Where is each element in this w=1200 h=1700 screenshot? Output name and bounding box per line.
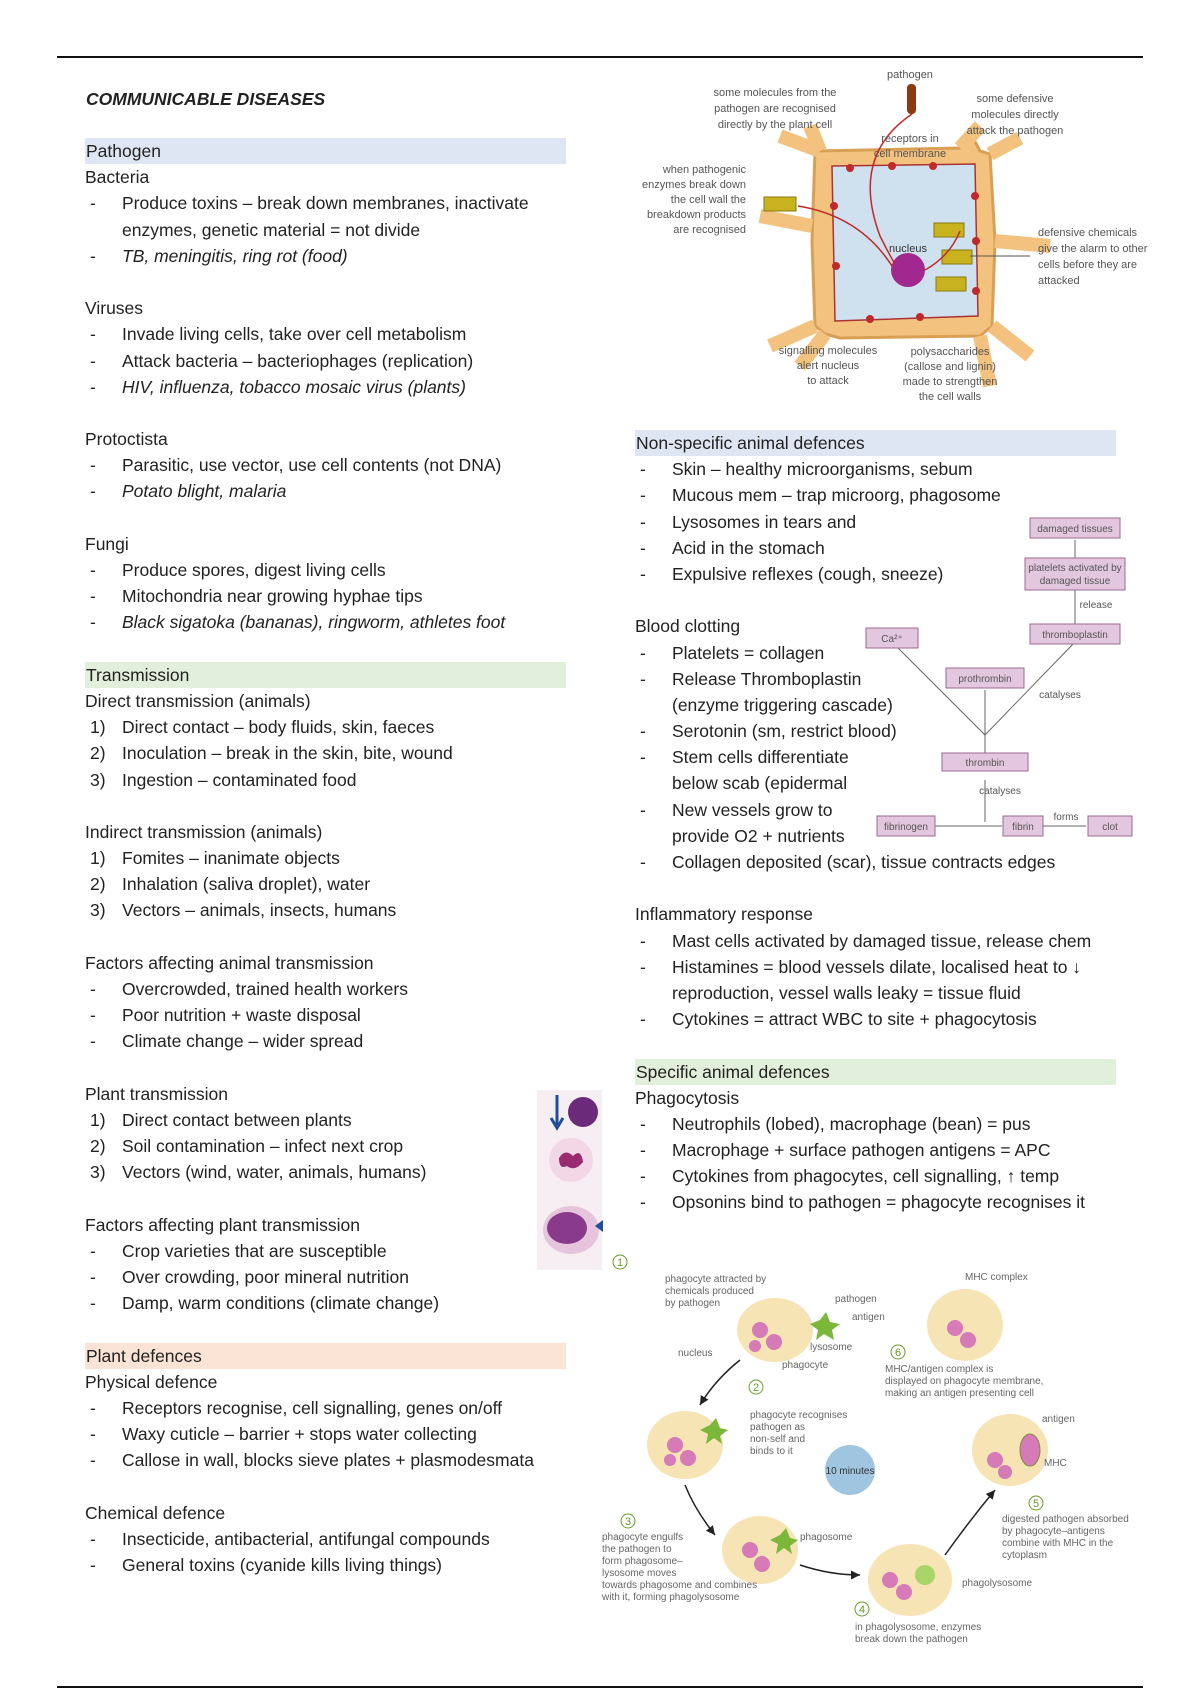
bullet-marker: - bbox=[640, 1140, 646, 1161]
bullet-marker: - bbox=[90, 1450, 96, 1471]
chem-line-1: defensive chemicals bbox=[1038, 227, 1138, 239]
step1-line-3: by pathogen bbox=[665, 1298, 721, 1309]
bullet-text: Fomites – inanimate objects bbox=[122, 848, 340, 869]
bullet-text: Mitochondria near growing hyphae tips bbox=[122, 586, 423, 607]
bullet-text: Direct contact between plants bbox=[122, 1109, 352, 1130]
spacer bbox=[85, 505, 565, 531]
bullet-marker: - bbox=[90, 1031, 96, 1052]
bullet-continuation bbox=[85, 217, 565, 243]
bullet-text: Parasitic, use vector, use cell contents (not DNA) bbox=[122, 455, 502, 476]
nucleus-tag: nucleus bbox=[678, 1348, 713, 1359]
platelets-line-1: platelets activated by bbox=[1028, 563, 1122, 574]
step-5-num: 5 bbox=[1032, 1498, 1040, 1510]
spacer bbox=[85, 924, 565, 950]
step4-line-2: break down the pathogen bbox=[855, 1634, 968, 1645]
mhc-shape bbox=[1020, 1434, 1040, 1466]
bullet-text: Soil contamination – infect next crop bbox=[122, 1136, 404, 1157]
bullet-text: Produce toxins – break down membranes, inactivate bbox=[122, 193, 529, 214]
step-6-num: 6 bbox=[894, 1347, 902, 1359]
left-column bbox=[85, 138, 565, 1578]
bullet-text: Attack bacteria – bacteriophages (replication) bbox=[122, 350, 474, 371]
step5-line-3: combine with MHC in the bbox=[1002, 1538, 1114, 1549]
chem-line-4: attacked bbox=[1038, 275, 1080, 287]
bullet-marker: - bbox=[90, 979, 96, 999]
phagocytosis-diagram bbox=[602, 1250, 1170, 1650]
bullet-item bbox=[85, 348, 565, 374]
bullet-marker: - bbox=[90, 193, 96, 214]
bullet-marker: 1) bbox=[90, 1109, 106, 1130]
bullet-item bbox=[85, 976, 565, 1002]
subheading: Phagocytosis bbox=[635, 1087, 740, 1108]
step3-line-4: lysosome moves bbox=[602, 1568, 677, 1579]
bullet-text: New vessels grow to bbox=[672, 799, 833, 820]
bullet-marker: - bbox=[640, 642, 646, 663]
damaged-tissues: damaged tissues bbox=[1037, 524, 1113, 535]
bullet-marker: - bbox=[90, 1398, 96, 1418]
bullet-marker: - bbox=[640, 668, 646, 689]
bullet-text: enzymes, genetic material = not divide bbox=[122, 219, 421, 240]
signalling-line-3: to attack bbox=[807, 375, 849, 387]
bullet-item bbox=[85, 714, 565, 740]
bullet-text: Neutrophils (lobed), macrophage (bean) = pus bbox=[672, 1113, 1031, 1134]
bullet-text: Expulsive reflexes (cough, sneeze) bbox=[672, 563, 944, 584]
bullet-item bbox=[635, 482, 1115, 508]
bullet-text: Macrophage + surface pathogen antigens = APC bbox=[672, 1140, 1051, 1161]
spacer bbox=[85, 1474, 565, 1500]
bullet-marker: - bbox=[90, 324, 96, 345]
bullet-marker: - bbox=[640, 1009, 646, 1030]
bullet-text: Poor nutrition + waste disposal bbox=[122, 1005, 361, 1026]
step5-line-2: by phagocyte–antigens bbox=[1002, 1526, 1105, 1537]
bullet-marker: 3) bbox=[90, 1162, 106, 1183]
bullet-item bbox=[85, 740, 565, 766]
enzymes-line-3: the cell wall the bbox=[670, 194, 746, 206]
spacer bbox=[635, 875, 1115, 901]
bullet-marker: 2) bbox=[90, 1136, 106, 1157]
poly-line-3: made to strengthen bbox=[902, 376, 998, 388]
catalyses-label-1: catalyses bbox=[1039, 690, 1081, 701]
step-4-num: 4 bbox=[858, 1604, 866, 1616]
signalling-line-1: signalling molecules bbox=[778, 345, 878, 357]
bullet-marker: - bbox=[640, 799, 646, 820]
bullet-text: Ingestion – contaminated food bbox=[122, 769, 357, 790]
antigen2-tag: antigen bbox=[1042, 1414, 1075, 1425]
bullet-marker: - bbox=[90, 245, 96, 266]
bullet-marker: - bbox=[640, 511, 646, 532]
bullet-text: Waxy cuticle – barrier + stops water collecting bbox=[122, 1424, 477, 1445]
bullet-item bbox=[635, 928, 1115, 954]
chem-line-3: cells before they are bbox=[1038, 259, 1138, 271]
enzymes-line-2: enzymes break down bbox=[642, 179, 746, 191]
step-1-num: 1 bbox=[616, 1257, 624, 1269]
bullet-marker: 1) bbox=[90, 848, 106, 869]
bullet-text: Mast cells activated by damaged tissue, release chem bbox=[672, 930, 1092, 951]
bullet-item bbox=[85, 871, 565, 897]
bullet-marker: 3) bbox=[90, 900, 106, 921]
bullet-text: reproduction, vessel walls leaky = tissue fluid bbox=[672, 982, 1021, 1003]
lysosome-tag: lysosome bbox=[810, 1342, 853, 1353]
bullet-item bbox=[85, 557, 565, 583]
step4-line-1: in phagolysosome, enzymes bbox=[855, 1622, 982, 1633]
prothrombin-box: prothrombin bbox=[958, 674, 1012, 685]
bullet-item bbox=[85, 1028, 565, 1054]
bullet-item bbox=[85, 583, 565, 609]
bullet-marker: 3) bbox=[90, 769, 106, 790]
bullet-marker: - bbox=[90, 1267, 96, 1288]
bullet-item bbox=[85, 1552, 565, 1578]
bullet-item bbox=[85, 1159, 565, 1185]
step-3-num: 3 bbox=[624, 1516, 632, 1528]
bullet-text: Cytokines = attract WBC to site + phagocytosis bbox=[672, 1009, 1037, 1030]
bullet-item bbox=[85, 452, 565, 478]
section-heading: Specific animal defences bbox=[635, 1059, 1116, 1085]
bullet-marker: - bbox=[90, 481, 96, 502]
bullet-text: Crop varieties that are susceptible bbox=[122, 1240, 387, 1261]
calcium-box: Ca²⁺ bbox=[881, 634, 903, 645]
phagosome-tag: phagosome bbox=[800, 1532, 853, 1543]
bullet-text: provide O2 + nutrients bbox=[672, 825, 845, 846]
bullet-text: Damp, warm conditions (climate change) bbox=[122, 1293, 440, 1314]
thromboplastin-box: thromboplastin bbox=[1042, 630, 1108, 641]
bullet-item bbox=[635, 1111, 1115, 1137]
time-label: 10 minutes bbox=[825, 1466, 875, 1477]
bullet-item bbox=[85, 1421, 565, 1447]
defensive-line-3: attack the pathogen bbox=[966, 125, 1064, 137]
subheading: Indirect transmission (animals) bbox=[85, 821, 323, 842]
bullet-marker: 1) bbox=[90, 717, 106, 738]
chem-line-2: give the alarm to other bbox=[1038, 243, 1148, 255]
spacer bbox=[85, 1316, 565, 1342]
forms-label: forms bbox=[1053, 812, 1079, 823]
enzymes-line-1: when pathogenic bbox=[662, 164, 746, 176]
subheading: Direct transmission (animals) bbox=[85, 690, 311, 711]
subheading: Blood clotting bbox=[635, 616, 741, 637]
bullet-marker: - bbox=[640, 852, 646, 872]
bullet-marker: - bbox=[90, 612, 96, 633]
bullet-item bbox=[85, 1238, 565, 1264]
bullet-marker: - bbox=[90, 1424, 96, 1445]
subheading: Bacteria bbox=[85, 167, 150, 188]
mhc-complex-tag: MHC complex bbox=[965, 1272, 1028, 1283]
defensive-chemical-3 bbox=[936, 277, 966, 291]
bullet-item bbox=[85, 1107, 565, 1133]
bullet-text: Climate change – wider spread bbox=[122, 1031, 364, 1052]
bullet-marker: - bbox=[90, 350, 96, 371]
bullet-marker: - bbox=[640, 956, 646, 977]
bullet-marker: - bbox=[640, 1192, 646, 1213]
step6-line-3: making an antigen presenting cell bbox=[885, 1388, 1034, 1399]
poly-line-4: the cell walls bbox=[918, 391, 982, 403]
section-heading: Plant defences bbox=[85, 1343, 566, 1369]
bullet-text: Receptors recognise, cell signalling, genes on/off bbox=[122, 1398, 503, 1418]
spacer bbox=[635, 1032, 1115, 1058]
bullet-text: Black sigatoka (bananas), ringworm, athletes foot bbox=[122, 612, 506, 633]
bullet-marker: - bbox=[90, 560, 96, 580]
defensive-chemical-1 bbox=[934, 223, 964, 237]
bullet-text: Produce spores, digest living cells bbox=[122, 560, 386, 580]
bullet-marker: - bbox=[640, 747, 646, 768]
step2-line-1: phagocyte recognises bbox=[750, 1410, 848, 1421]
bullet-text: Vectors (wind, water, animals, humans) bbox=[122, 1162, 427, 1183]
section-heading: Non-specific animal defences bbox=[635, 430, 1116, 456]
bullet-marker: - bbox=[640, 485, 646, 506]
bullet-text: Direct contact – body fluids, skin, faeces bbox=[122, 717, 435, 738]
lymphocyte bbox=[568, 1097, 598, 1127]
recognised-line-3: directly by the plant cell bbox=[717, 119, 833, 131]
fibrin-box: fibrin bbox=[1012, 822, 1034, 833]
subheading: Plant transmission bbox=[85, 1083, 228, 1104]
fibrinogen-box: fibrinogen bbox=[884, 822, 928, 833]
spacer bbox=[85, 793, 565, 819]
nucleus-shape bbox=[891, 253, 925, 287]
nucleus-label: nucleus bbox=[889, 243, 927, 255]
step1-line-2: chemicals produced bbox=[665, 1286, 754, 1297]
breakdown-product bbox=[764, 197, 796, 211]
bullet-item bbox=[85, 190, 565, 216]
defensive-line-1: some defensive bbox=[976, 93, 1054, 105]
bullet-marker: - bbox=[640, 721, 646, 742]
bullet-marker: - bbox=[90, 1240, 96, 1261]
pathogen-tag: pathogen bbox=[835, 1294, 877, 1305]
bullet-marker: - bbox=[640, 459, 646, 480]
step3-line-5: towards phagosome and combines bbox=[602, 1580, 758, 1591]
bullet-text: General toxins (cyanide kills living things) bbox=[122, 1555, 442, 1576]
bullet-item bbox=[85, 1290, 565, 1316]
bullet-marker: - bbox=[640, 1113, 646, 1134]
catalyses-label-2: catalyses bbox=[979, 786, 1021, 797]
bullet-item bbox=[635, 456, 1115, 482]
bullet-text: Insecticide, antibacterial, antifungal compounds bbox=[122, 1528, 490, 1549]
spacer bbox=[85, 400, 565, 426]
bullet-text: HIV, influenza, tobacco mosaic virus (plants) bbox=[122, 376, 466, 397]
bullet-text: Over crowding, poor mineral nutrition bbox=[122, 1267, 409, 1288]
bullet-item bbox=[85, 1447, 565, 1473]
bullet-item bbox=[85, 321, 565, 347]
clot-box: clot bbox=[1102, 822, 1118, 833]
bullet-text: TB, meningitis, ring rot (food) bbox=[122, 245, 348, 266]
bullet-text: Cytokines from phagocytes, cell signalling, ↑ temp bbox=[672, 1166, 1060, 1187]
spacer bbox=[85, 1055, 565, 1081]
bullet-text: Lysosomes in tears and bbox=[672, 511, 857, 532]
pathogen-shape bbox=[907, 84, 916, 114]
bullet-text: Inoculation – break in the skin, bite, wound bbox=[122, 743, 453, 764]
bullet-item bbox=[85, 1264, 565, 1290]
bullet-item bbox=[635, 1189, 1115, 1215]
macrophage-nucleus bbox=[547, 1212, 587, 1244]
bullet-text: Callose in wall, blocks sieve plates + plasmodesmata bbox=[122, 1450, 534, 1471]
bullet-marker: - bbox=[640, 563, 646, 584]
page-title: COMMUNICABLE DISEASES bbox=[86, 89, 326, 109]
bullet-marker: - bbox=[90, 1293, 96, 1314]
poly-line-1: polysaccharides bbox=[910, 346, 990, 358]
phagolysosome-tag: phagolysosome bbox=[962, 1578, 1033, 1589]
bullet-item bbox=[85, 609, 565, 635]
bullet-text: (enzyme triggering cascade) bbox=[672, 694, 893, 715]
step3-line-2: the pathogen to bbox=[602, 1544, 672, 1555]
bullet-item bbox=[85, 1526, 565, 1552]
bullet-marker: - bbox=[640, 537, 646, 558]
plant-defence-diagram bbox=[620, 66, 1180, 416]
bullet-item bbox=[635, 954, 1115, 980]
bullet-text: Serotonin (sm, restrict blood) bbox=[672, 721, 897, 742]
step2-line-2: pathogen as bbox=[750, 1422, 806, 1433]
bullet-text: Mucous mem – trap microorg, phagosome bbox=[672, 485, 1001, 506]
bullet-marker: - bbox=[640, 930, 646, 951]
defensive-line-2: molecules directly bbox=[971, 109, 1059, 121]
spacer bbox=[85, 636, 565, 662]
bullet-item bbox=[635, 1163, 1115, 1189]
phagocyte-tag: phagocyte bbox=[782, 1360, 829, 1371]
bullet-text: Overcrowded, trained health workers bbox=[122, 979, 408, 999]
clotting-diagram bbox=[860, 510, 1150, 850]
bullet-item bbox=[635, 1137, 1115, 1163]
signalling-line-2: alert nucleus bbox=[796, 360, 860, 372]
bullet-marker: - bbox=[90, 1555, 96, 1576]
section-heading: Transmission bbox=[85, 662, 566, 688]
bullet-item bbox=[85, 1002, 565, 1028]
bullet-text: Invade living cells, take over cell metabolism bbox=[122, 324, 467, 345]
bullet-text: Collagen deposited (scar), tissue contracts edges bbox=[672, 852, 1056, 872]
bullet-marker: 2) bbox=[90, 743, 106, 764]
subheading: Fungi bbox=[85, 533, 129, 554]
step-2-num: 2 bbox=[752, 1382, 760, 1394]
bullet-item bbox=[85, 374, 565, 400]
top-rule bbox=[57, 56, 1143, 58]
bullet-item bbox=[85, 243, 565, 269]
antigen-tag: antigen bbox=[852, 1312, 885, 1323]
subheading: Viruses bbox=[85, 298, 144, 319]
step3-line-1: phagocyte engulfs bbox=[602, 1532, 684, 1543]
enzymes-line-4: breakdown products bbox=[646, 209, 746, 221]
subheading: Factors affecting plant transmission bbox=[85, 1214, 360, 1235]
thrombin-box: thrombin bbox=[965, 758, 1005, 769]
bullet-item bbox=[635, 849, 1115, 875]
step1-line-1: phagocyte attracted by bbox=[665, 1274, 767, 1285]
mhc-tag: MHC bbox=[1044, 1458, 1067, 1469]
bullet-item bbox=[85, 767, 565, 793]
bullet-text: Skin – healthy microorganisms, sebum bbox=[672, 459, 973, 480]
spacer bbox=[85, 1186, 565, 1212]
step3-line-6: with it, forming phagolysosome bbox=[602, 1592, 740, 1603]
step5-line-4: cytoplasm bbox=[1002, 1550, 1048, 1561]
step6-line-2: displayed on phagocyte membrane, bbox=[885, 1376, 1044, 1387]
bullet-item bbox=[85, 845, 565, 871]
release-label: release bbox=[1079, 600, 1113, 611]
section-heading: Pathogen bbox=[85, 138, 566, 164]
bullet-marker: - bbox=[90, 586, 96, 607]
receptors-line-1: receptors in bbox=[881, 133, 939, 145]
bullet-text: Inhalation (saliva droplet), water bbox=[122, 874, 371, 895]
bullet-item bbox=[635, 1006, 1115, 1032]
recognised-line-2: pathogen are recognised bbox=[714, 103, 836, 115]
spacer bbox=[85, 269, 565, 295]
bullet-text: Acid in the stomach bbox=[672, 537, 825, 558]
bullet-marker: - bbox=[90, 376, 96, 397]
bullet-text: below scab (epidermal bbox=[672, 773, 848, 794]
step6-line-1: MHC/antigen complex is bbox=[885, 1364, 994, 1375]
step2-line-3: non-self and bbox=[750, 1434, 806, 1445]
enzymes-line-5: are recognised bbox=[673, 224, 746, 236]
subheading: Physical defence bbox=[85, 1371, 218, 1392]
bullet-continuation bbox=[635, 980, 1115, 1006]
bullet-text: Release Thromboplastin bbox=[672, 668, 862, 689]
bullet-marker: - bbox=[90, 1528, 96, 1549]
subheading: Factors affecting animal transmission bbox=[85, 952, 374, 973]
bullet-marker: - bbox=[90, 455, 96, 476]
bullet-item bbox=[85, 1395, 565, 1421]
bullet-marker: 2) bbox=[90, 874, 106, 895]
bottom-rule bbox=[57, 1686, 1143, 1688]
bullet-text: Potato blight, malaria bbox=[122, 481, 287, 502]
step3-line-3: form phagosome– bbox=[602, 1556, 683, 1567]
pathogen-label: pathogen bbox=[887, 69, 933, 81]
bullet-text: Stem cells differentiate bbox=[672, 747, 849, 768]
subheading: Protoctista bbox=[85, 429, 168, 450]
bullet-text: Platelets = collagen bbox=[672, 642, 825, 663]
bullet-item bbox=[85, 897, 565, 923]
bullet-text: Vectors – animals, insects, humans bbox=[122, 900, 397, 921]
bullet-marker: - bbox=[90, 1005, 96, 1026]
bullet-text: Opsonins bind to pathogen = phagocyte recognises it bbox=[672, 1192, 1085, 1213]
bullet-item bbox=[85, 1133, 565, 1159]
bullet-marker: - bbox=[640, 1166, 646, 1187]
platelets-line-2: damaged tissue bbox=[1039, 576, 1111, 587]
step5-line-1: digested pathogen absorbed bbox=[1002, 1514, 1129, 1525]
receptors-line-2: cell membrane bbox=[873, 148, 947, 160]
recognised-line-1: some molecules from the bbox=[713, 87, 837, 99]
step2-line-4: binds to it bbox=[750, 1446, 793, 1457]
subheading: Chemical defence bbox=[85, 1502, 226, 1523]
bullet-item bbox=[85, 478, 565, 504]
poly-line-2: (callose and lignin) bbox=[904, 361, 996, 373]
subheading: Inflammatory response bbox=[635, 904, 813, 925]
blood-cell-micrographs bbox=[537, 1090, 602, 1270]
bullet-text: Histamines = blood vessels dilate, localised heat to ↓ bbox=[672, 956, 1082, 977]
